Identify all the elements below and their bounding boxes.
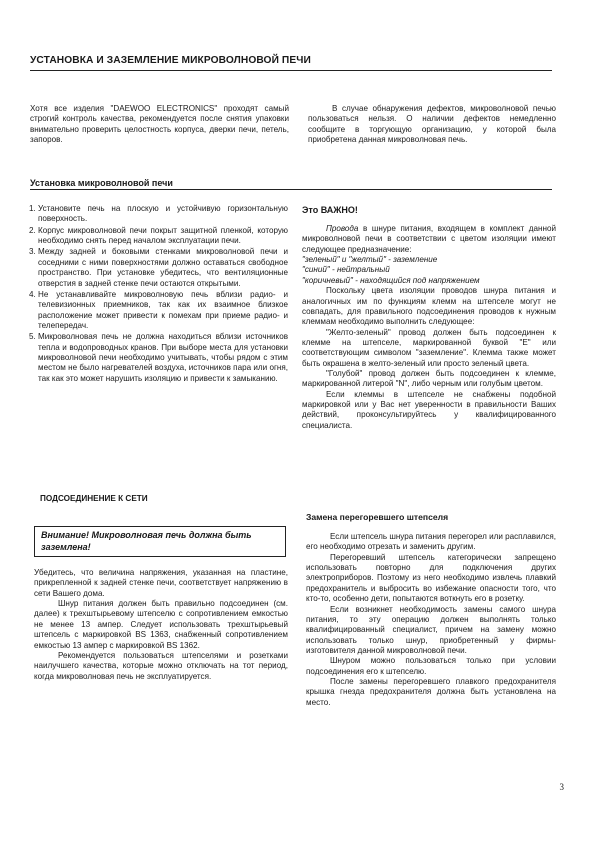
paragraph: "Голубой" провод должен быть подсоединен к клемме, маркированной литерой "N", либо черным или голубым цветом.: [302, 369, 556, 389]
paragraph: Если возникнет необходимость замены самого шнура питания, то эту операцию должен выполнять только квалифицированный специалист, причем на замену можно использовать только шнур, приобретенный у фирмы-изготовителя данной микроволновой печи.: [306, 604, 556, 655]
paragraph: Поскольку цвета изоляции проводов шнура питания и аналогичных им по функциям клемм на штепселе могут не совпадать, для правильного подсоединения проводов к нужным клеммам необходимо выполнить следующее:: [302, 286, 556, 327]
connect-text: [34, 568, 288, 682]
intro-left: Хотя все изделия "DAEWOO ELECTRONICS" проходят самый строгий контроль качества, рекомендуется после снятия упаковки внимательно проверить целостность корпуса, дверки печи, петель, запоров.: [30, 104, 289, 145]
paragraph: Перегоревший штепсель категорически запрещено использовать повторно для подключения других электроприборов. Поэтому из него необходимо извлечь плавкий предохранитель и выбросить во избежание опасности того, что кто-то, особенно дети, попытаются воткнуть его в розетку.: [306, 552, 556, 604]
paragraph: "Желто-зеленый" провод должен быть подсоединен к клемме на штепселе, маркированной буквой "E" или соответствующим символом "заземление". Клемма также может быть окрашена в желто-зеленый или просто зеленый цвета.: [302, 327, 556, 368]
paragraph: Шнур питания должен быть правильно подсоединен (см. далее) к трехштырьевому штепселю с сопротивлением емкостью не менее 13 ампер. Следует использовать трехштырьевый штепсель с маркировкой BS 1363, снабженный сопротивлением емкостью 13 ампер с маркировкой BS 1362.: [34, 599, 288, 650]
list-item: 4. Не устанавливайте микроволновую печь вблизи радио- и телевизионных приемников, так как их взаимное близкое расположение может привести к помехам при приеме радио- и телепередач.: [38, 290, 288, 331]
intro-right: В случае обнаружения дефектов, микроволновой печью пользоваться нельзя. О наличии дефектов немедленно сообщите в торгующую организацию, у которой была приобретена данная микроволновая печь.: [308, 104, 556, 145]
list-item: 3. Между задней и боковыми стенками микроволновой печи и соседними с ними поверхностями должно оставаться свободное пространство. При установке убедитесь, что вентиляционные отверстия в задней стенке печи остаются открытыми.: [38, 247, 288, 288]
paragraph-text: в шнуре питания, входящем в комплект данной микроволновой печи в соответствии с цветом изоляции имеют следующее предназначение:: [302, 224, 556, 254]
wire-line: "синий" - нейтральный: [302, 265, 390, 275]
install-list: [22, 204, 288, 384]
install-heading: Установка микроволновой печи: [30, 178, 173, 188]
replace-heading: Замена перегоревшего штепселя: [306, 512, 449, 522]
paragraph: [302, 224, 556, 255]
page-title: УСТАНОВКА И ЗАЗЕМЛЕНИЕ МИКРОВОЛНОВОЙ ПЕЧИ: [30, 55, 311, 66]
important-text: [302, 224, 556, 431]
important-heading: Это ВАЖНО!: [302, 205, 358, 215]
install-list-wrap: [22, 204, 288, 385]
list-item: 1. Установите печь на плоскую и устойчивую горизонтальную поверхность.: [38, 204, 288, 225]
paragraph: Если штепсель шнура питания перегорел или расплавился, его необходимо отрезать и заменить другим.: [306, 532, 556, 552]
install-rule: [30, 189, 552, 190]
paragraph: Убедитесь, что величина напряжения, указанная на пластине, прикрепленной к задней стенке печи, соответствует напряжению в сети Вашего дома.: [34, 568, 288, 598]
title-rule: [30, 70, 552, 71]
paragraph: Если клеммы в штепселе не снабжены подобной маркировкой или у Вас нет уверенности в правильности Ваших действий, проконсультируйтесь у квалифицированного специалиста.: [302, 389, 556, 430]
wire-line: "зеленый" и "желтый" - заземление: [302, 255, 438, 265]
paragraph: Рекомендуется пользоваться штепселями и розетками наилучшего качества, которые можно отключать на тот период, когда микроволновая печь не эксплуатируется.: [34, 650, 288, 681]
connect-heading: ПОДСОЕДИНЕНИЕ К СЕТИ: [40, 494, 148, 503]
list-item: 2. Корпус микроволновой печи покрыт защитной пленкой, которую необходимо снять перед началом эксплуатации печи.: [38, 226, 288, 247]
emphasis: Провода: [326, 224, 359, 233]
warning-box: Внимание! Микроволновая печь должна быть заземлена!: [34, 526, 286, 557]
paragraph: Шнуром можно пользоваться только при условии подсоединения его к штепселю.: [306, 656, 556, 676]
list-item: 5. Микроволновая печь не должна находиться вблизи источников тепла и водопроводных кранов. При выборе места для установки микроволновой печи необходимо учитывать, чтобы рядом с этим местом не было нагревателей воздуха, источников пара или огня, так как это может нарушить изоляцию и привести к замыканию.: [38, 332, 288, 384]
paragraph: После замены перегоревшего плавкого предохранителя крышка гнезда предохранителя должна быть установлена на место.: [306, 677, 556, 707]
replace-text: [306, 532, 556, 708]
page-number: 3: [559, 782, 564, 792]
wire-line: "коричневый" - находящийся под напряжением: [302, 275, 480, 285]
